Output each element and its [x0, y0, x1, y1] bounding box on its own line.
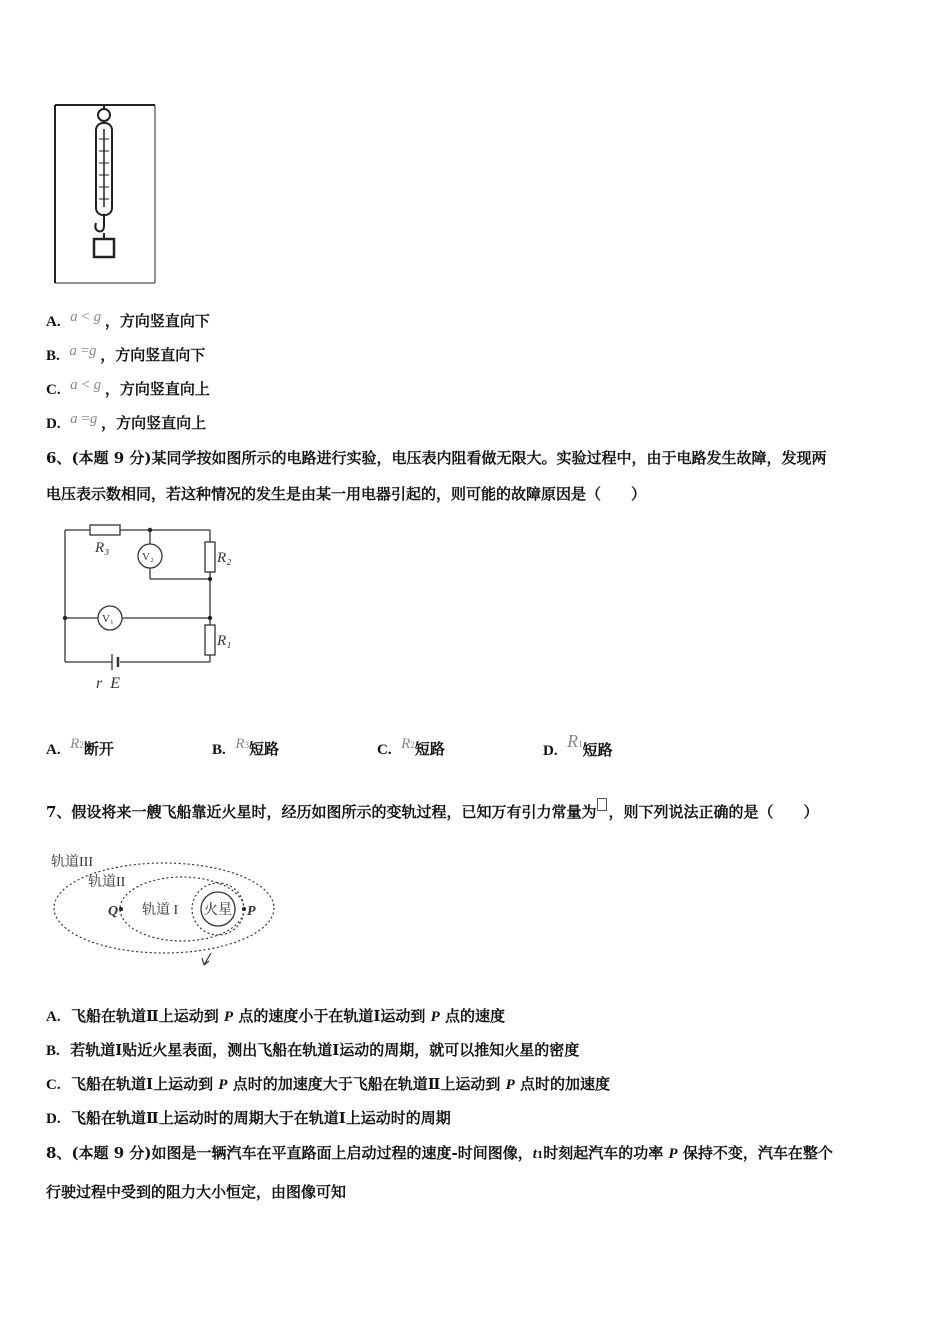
- label-v2: V₂: [142, 551, 154, 563]
- q5-option-a[interactable]: A. a < g ，方向竖直向下: [46, 309, 210, 330]
- missing-symbol-box: [597, 798, 607, 811]
- label-r3: R₃: [95, 540, 110, 556]
- q7-option-c[interactable]: C. 飞船在轨道Ⅰ上运动到 P 点时的加速度大于飞船在轨道Ⅱ上运动到 P 点时的加速度: [46, 1075, 610, 1093]
- orbit-diagram: [46, 848, 276, 973]
- label-p: P: [247, 904, 256, 919]
- resistor-r1: [205, 625, 215, 655]
- q6-option-d[interactable]: D. R1短路: [543, 731, 613, 759]
- q8-stem-line2: 行驶过程中受到的阻力大小恒定，由图像可知: [46, 1183, 347, 1201]
- q6-option-c[interactable]: C. R2短路: [377, 736, 445, 758]
- q5-option-b[interactable]: B. a =g ，方向竖直向下: [46, 343, 206, 364]
- q7-option-b[interactable]: B. 若轨道Ⅰ贴近火星表面，测出飞船在轨道Ⅰ运动的周期，就可以推知火星的密度: [46, 1041, 580, 1059]
- resistor-r3: [90, 525, 120, 535]
- q7-option-d[interactable]: D. 飞船在轨道Ⅱ上运动时的周期大于在轨道Ⅰ上运动时的周期: [46, 1109, 451, 1127]
- q6-option-a[interactable]: A. R2断开: [46, 736, 114, 758]
- circuit-diagram: [60, 522, 240, 697]
- math-expression: a < g: [70, 377, 102, 393]
- label-battery: r E: [96, 675, 120, 692]
- q7-stem: 7、假设将来一艘飞船靠近火星时，经历如图所示的变轨过程，已知万有引力常量为 ，则下列说法正确的是（ ）: [46, 798, 818, 822]
- math-expression: a =g: [69, 343, 97, 359]
- q6-stem-line1: 6、(本题 9 分)某同学按如图所示的电路进行实验，电压表内阻看做无限大。实验过程中，由于电路发生故障，发现两: [46, 449, 827, 467]
- label-q: Q: [108, 904, 119, 919]
- label-r2: R₂: [217, 550, 232, 566]
- q5-option-c[interactable]: C. a < g ，方向竖直向上: [46, 377, 210, 398]
- label-orbit3: 轨道III: [51, 855, 93, 870]
- math-expression: a =g: [70, 411, 98, 427]
- q8-stem-line1: 8、(本题 9 分)如图是一辆汽车在平直路面上启动过程的速度-时间图像，t1时刻起汽车的功率 P 保持不变，汽车在整个: [46, 1144, 833, 1162]
- resistor-r2: [205, 542, 215, 572]
- q6-stem-line2: 电压表示数相同，若这种情况的发生是由某一用电器引起的，则可能的故障原因是（ ）: [46, 485, 647, 503]
- q7-option-a[interactable]: A. 飞船在轨道Ⅱ上运动到 P 点的速度小于在轨道Ⅰ运动到 P 点的速度: [46, 1007, 505, 1025]
- label-mars: 火星: [204, 903, 232, 918]
- math-expression: a < g: [70, 309, 102, 325]
- label-orbit1: 轨道 I: [142, 903, 179, 918]
- q6-option-b[interactable]: B. R3短路: [212, 736, 279, 758]
- q5-option-d[interactable]: D. a =g ，方向竖直向上: [46, 411, 207, 432]
- spring-scale-figure: [52, 103, 158, 285]
- label-r1: R₁: [217, 633, 232, 649]
- label-v1: V₁: [102, 613, 114, 625]
- label-orbit2: 轨道II: [88, 875, 126, 890]
